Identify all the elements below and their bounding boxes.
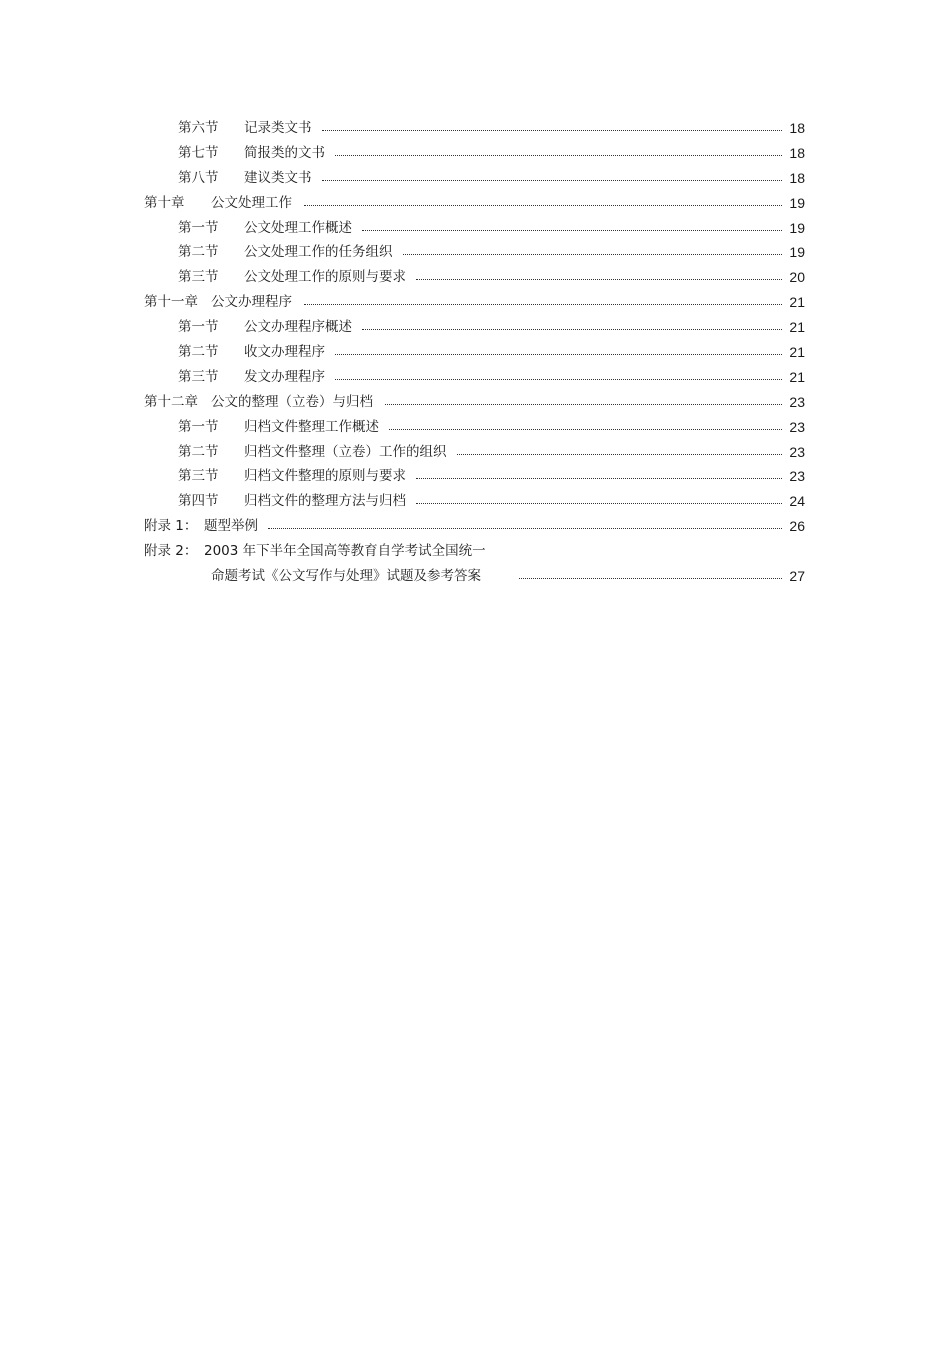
toc-entry-title: 记录类文书 [244,120,312,136]
toc-section-row[interactable] [0,315,950,340]
toc-entry-title: 发文办理程序 [244,368,325,385]
toc-chapter-row[interactable] [0,390,950,415]
toc-page-number: 18 [789,144,805,161]
toc-entry-number: 第十一章 [144,294,198,311]
toc-entry-title: 归档文件整理（立卷）工作的组织 [244,443,447,460]
toc-entry-title: 命题考试《公文写作与处理》试题及参考答案 [211,568,481,585]
toc-entry-number: 第四节 [178,493,219,510]
toc-chapter-row[interactable] [0,290,950,315]
toc-entry-number: 第一节 [178,219,219,236]
toc-chapter-row[interactable] [0,191,950,216]
toc-page-number: 20 [789,269,805,286]
toc-dot-leader [268,528,782,529]
toc-dot-leader [403,254,783,255]
toc-dot-leader [304,205,782,206]
toc-entry-title: 2003 年下半年全国高等教育自学考试全国统一 [204,543,486,560]
toc-entry-title: 公文的整理（立卷）与归档 [211,393,373,410]
toc-section-row[interactable] [0,415,950,440]
toc-appendix-row[interactable] [0,514,950,539]
toc-entry-number: 第三节 [178,368,219,385]
toc-section-row[interactable] [0,166,950,191]
toc-dot-leader [304,304,782,305]
toc-page-number: 26 [789,518,805,535]
toc-section-row[interactable] [0,489,950,514]
toc-page-number: 18 [789,169,805,186]
toc-page-number: 21 [789,344,805,361]
toc-entry-title: 公文办理程序概述 [244,319,352,336]
toc-entry-title: 归档文件整理工作概述 [244,418,379,435]
toc-entry-number: 第七节 [178,144,219,161]
toc-dot-leader [362,329,782,330]
toc-dot-leader [362,230,782,231]
toc-dot-leader [335,155,782,156]
toc-page-number: 23 [789,443,805,460]
toc-section-row[interactable] [0,116,950,141]
toc-entry-title: 公文处理工作概述 [244,219,352,236]
toc-continuation-row[interactable] [0,564,950,589]
toc-entry-title: 简报类的文书 [244,144,325,161]
toc-dot-leader [416,503,782,504]
toc-entry-title: 公文处理工作 [211,194,292,211]
toc-entry-title: 归档文件的整理方法与归档 [244,493,406,510]
toc-entry-number: 第二节 [178,244,219,261]
toc-entry-number: 第一节 [178,418,219,435]
toc-dot-leader [389,429,782,430]
toc-page-number: 19 [789,244,805,261]
toc-entry-title: 建议类文书 [244,169,312,186]
toc-dot-leader [519,578,782,579]
toc-section-row[interactable] [0,240,950,265]
toc-page-number: 19 [789,219,805,236]
toc-dot-leader [335,354,782,355]
toc-dot-leader [335,379,782,380]
toc-section-row[interactable] [0,464,950,489]
toc-entry-number: 附录 2： [144,543,198,560]
toc-entry-number: 附录 1： [144,518,198,535]
toc-entry-title: 公文办理程序 [211,294,292,311]
toc-dot-leader [385,404,782,405]
toc-entry-number: 第二节 [178,344,219,361]
toc-dot-leader [322,130,783,131]
toc-section-row[interactable] [0,141,950,166]
toc-entry-title: 公文处理工作的任务组织 [244,244,393,261]
toc-page-number: 24 [789,493,805,510]
toc-entry-number: 第二节 [178,443,219,460]
toc-entry-number: 第三节 [178,468,219,485]
toc-page-number: 21 [789,319,805,336]
toc-page-number: 21 [789,294,805,311]
toc-entry-number: 第三节 [178,269,219,286]
toc-page-number: 21 [789,368,805,385]
toc-page-number: 27 [789,568,805,585]
toc-dot-leader [457,454,783,455]
toc-page-number: 18 [789,120,805,136]
toc-entry-number: 第六节 [178,120,219,136]
toc-section-row[interactable] [0,265,950,290]
toc-appendix-row[interactable] [0,539,950,564]
toc-section-row[interactable] [0,365,950,390]
toc-section-row[interactable] [0,340,950,365]
toc-entry-title: 收文办理程序 [244,344,325,361]
toc-entry-number: 第八节 [178,169,219,186]
toc-entry-title: 题型举例 [204,518,258,535]
table-of-contents [0,116,950,589]
toc-section-row[interactable] [0,216,950,241]
toc-entry-title: 归档文件整理的原则与要求 [244,468,406,485]
toc-page-number: 23 [789,393,805,410]
toc-dot-leader [416,279,782,280]
toc-entry-number: 第十章 [144,194,185,211]
toc-page-number: 23 [789,418,805,435]
toc-dot-leader [416,478,782,479]
toc-entry-number: 第十二章 [144,393,198,410]
toc-page-number: 23 [789,468,805,485]
toc-entry-number: 第一节 [178,319,219,336]
toc-section-row[interactable] [0,440,950,465]
toc-entry-title: 公文处理工作的原则与要求 [244,269,406,286]
toc-page-number: 19 [789,194,805,211]
toc-dot-leader [322,180,783,181]
